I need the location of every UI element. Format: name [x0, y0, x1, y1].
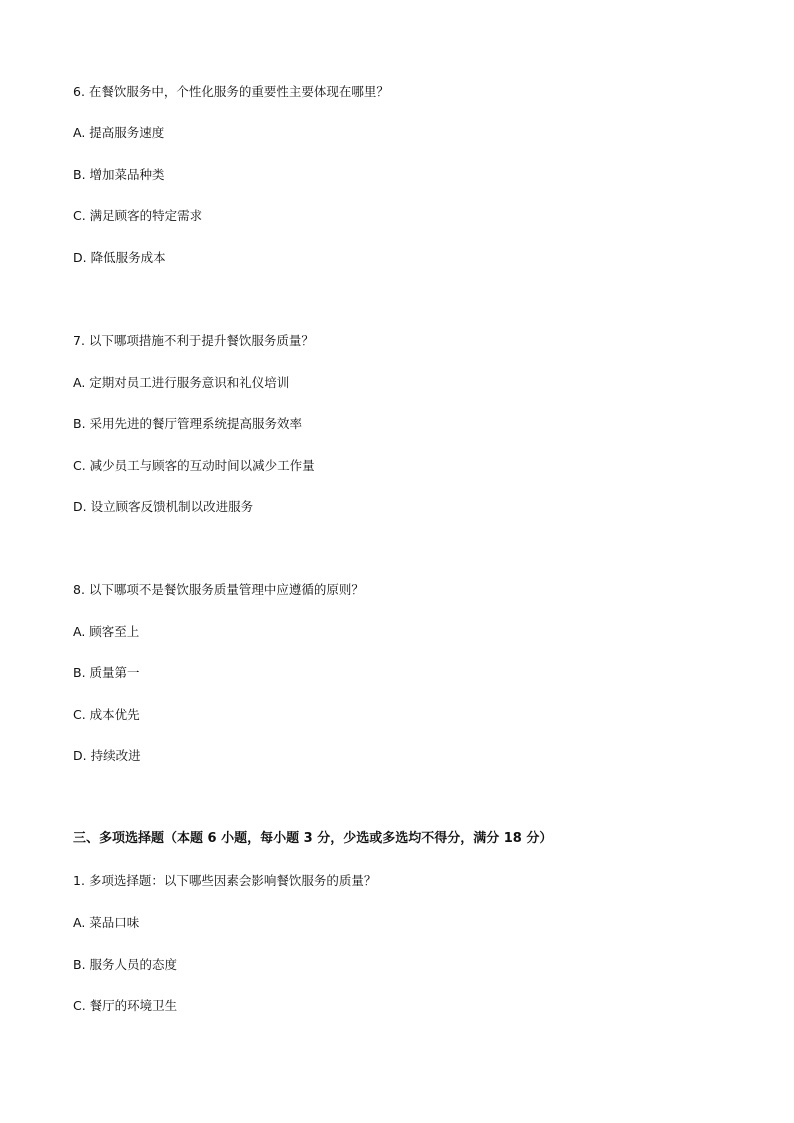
multi-question-1-option-a: A. 菜品口味: [73, 915, 140, 930]
question-8-option-a: A. 顾客至上: [73, 624, 140, 639]
section-heading: 三、多项选择题（本题 6 小题，每小题 3 分，少选或多选均不得分，满分 18 分）: [73, 831, 553, 846]
question-7-option-c: C. 减少员工与顾客的互动时间以减少工作量: [73, 458, 315, 473]
question-7-option-b: B. 采用先进的餐厅管理系统提高服务效率: [73, 416, 303, 431]
question-8-option-c: C. 成本优先: [73, 707, 140, 722]
multi-question-1-option-c: C. 餐厅的环境卫生: [73, 998, 178, 1013]
multi-question-1-stem: 1. 多项选择题：以下哪些因素会影响餐饮服务的质量？: [73, 873, 377, 888]
question-7-option-d: D. 设立顾客反馈机制以改进服务: [73, 499, 254, 514]
multi-question-1-option-b: B. 服务人员的态度: [73, 957, 178, 972]
question-8-option-b: B. 质量第一: [73, 665, 140, 680]
question-6-option-a: A. 提高服务速度: [73, 125, 165, 140]
question-7-stem: 7. 以下哪项措施不利于提升餐饮服务质量？: [73, 333, 314, 348]
question-7-option-a: A. 定期对员工进行服务意识和礼仪培训: [73, 375, 290, 390]
question-6-option-d: D. 降低服务成本: [73, 250, 166, 265]
question-6-stem: 6. 在餐饮服务中，个性化服务的重要性主要体现在哪里？: [73, 84, 389, 99]
question-8-option-d: D. 持续改进: [73, 748, 141, 763]
question-8-stem: 8. 以下哪项不是餐饮服务质量管理中应遵循的原则？: [73, 582, 364, 597]
question-6-option-c: C. 满足顾客的特定需求: [73, 208, 203, 223]
question-6-option-b: B. 增加菜品种类: [73, 167, 165, 182]
